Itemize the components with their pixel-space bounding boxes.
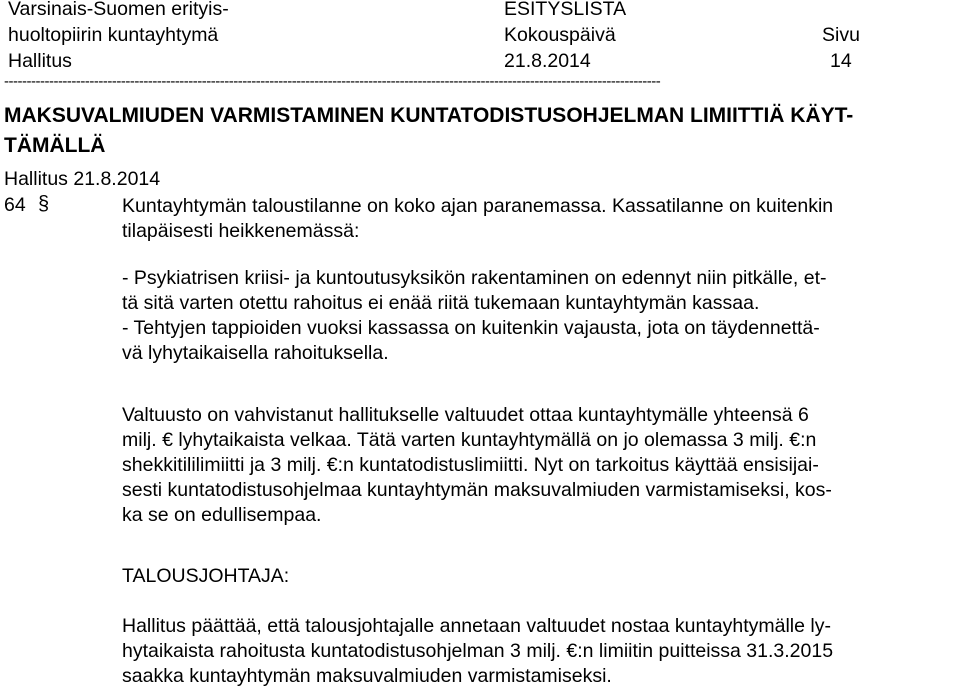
item-body-date: Hallitus 21.8.2014 bbox=[4, 168, 161, 190]
org-name-line2: huoltopiirin kuntayhtymä bbox=[8, 24, 219, 46]
text-line: ka se on edullisempaa. bbox=[122, 504, 322, 526]
meeting-date: 21.8.2014 bbox=[504, 50, 591, 72]
text-line: saakka kuntayhtymän maksuvalmiuden varmistamiseksi. bbox=[122, 665, 612, 687]
page-title bbox=[4, 101, 944, 161]
page-number: 14 bbox=[830, 50, 852, 72]
meeting-date-label: Kokouspäivä bbox=[504, 24, 616, 46]
text-line: tilapäisesti heikkenemässä: bbox=[122, 220, 360, 242]
text-line: tä sitä varten otettu rahoitus ei enää riitä tukemaan kuntayhtymän kassaa. bbox=[122, 292, 760, 314]
paragraph-2 bbox=[122, 266, 952, 366]
header-separator: -------------------------------------------------------------------------------------------------------------------------------------------------- bbox=[4, 76, 661, 88]
section-heading: TALOUSJOHTAJA: bbox=[122, 565, 290, 587]
text-line: - Psykiatrisen kriisi- ja kuntoutusyksikön rakentaminen on edennyt niin pitkälle, et- bbox=[122, 267, 827, 289]
paragraph-3 bbox=[122, 403, 952, 528]
body-name: Hallitus bbox=[8, 50, 72, 72]
title-line-1: MAKSUVALMIUDEN VARMISTAMINEN KUNTATODISTUSOHJELMAN LIMIITTIÄ KÄYT- bbox=[4, 104, 854, 127]
text-line: vä lyhytaikaisella rahoituksella. bbox=[122, 342, 389, 364]
text-line: sesti kuntatodistusohjelmaa kuntayhtymän maksuvalmiuden varmistamiseksi, kos- bbox=[122, 479, 832, 501]
paragraph-1 bbox=[122, 194, 952, 244]
text-line: - Tehtyjen tappioiden vuoksi kassassa on kuitenkin vajausta, jota on täydennettä- bbox=[122, 317, 820, 339]
text-line: Valtuusto on vahvistanut hallitukselle valtuudet ottaa kuntayhtymälle yhteensä 6 bbox=[122, 404, 809, 426]
section-sign: § bbox=[38, 193, 50, 215]
paragraph-decision bbox=[122, 614, 952, 689]
item-number: 64 bbox=[4, 194, 26, 216]
text-line: Kuntayhtymän taloustilanne on koko ajan paranemassa. Kassatilanne on kuitenkin bbox=[122, 195, 834, 217]
page-label: Sivu bbox=[822, 24, 860, 46]
text-line: shekkitililimiitti ja 3 milj. €:n kuntatodistuslimiitti. Nyt on tarkoitus käyttää ensisijai- bbox=[122, 454, 819, 476]
doc-type: ESITYSLISTA bbox=[504, 0, 627, 20]
text-line: hytaikaista rahoitusta kuntatodistusohjelman 3 milj. €:n limiitin puitteissa 31.3.2015 bbox=[122, 640, 834, 662]
text-line: Hallitus päättää, että talousjohtajalle annetaan valtuudet nostaa kuntayhtymälle ly- bbox=[122, 615, 831, 637]
text-line: milj. € lyhytaikaista velkaa. Tätä varten kuntayhtymällä on jo olemassa 3 milj. €:n bbox=[122, 429, 817, 451]
title-line-2: TÄMÄLLÄ bbox=[4, 134, 106, 157]
org-name-line1: Varsinais-Suomen erityis- bbox=[8, 0, 229, 20]
